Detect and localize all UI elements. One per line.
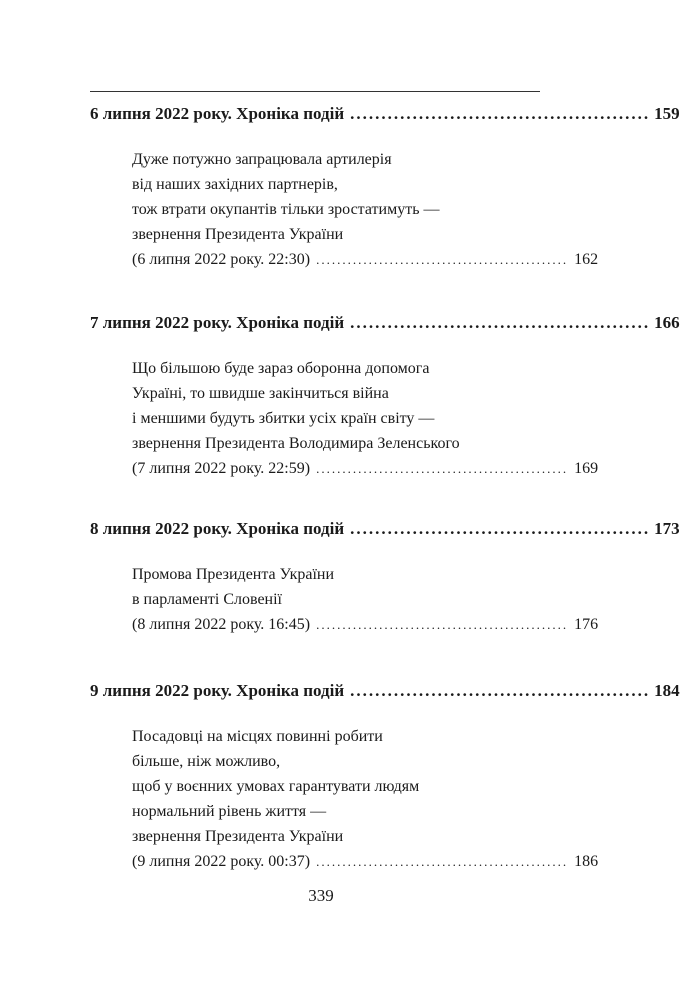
toc-heading xyxy=(90,518,680,540)
toc-heading-page: 166 xyxy=(654,313,680,332)
top-rule xyxy=(90,91,540,92)
toc-heading-title: 7 липня 2022 року. Хроніка подій xyxy=(90,313,345,332)
toc-entry-date: (9 липня 2022 року. 00:37) xyxy=(132,853,311,870)
toc-entry-page: 162 xyxy=(574,251,599,268)
toc-entry xyxy=(132,147,599,272)
toc-entry-line: звернення Президента України xyxy=(132,828,344,845)
toc-entry-line: Дуже потужно запрацювала артилерія xyxy=(132,151,392,168)
toc-heading-title: 9 липня 2022 року. Хроніка подій xyxy=(90,681,345,700)
toc-entry-line: звернення Президента Володимира Зеленського xyxy=(132,435,460,452)
toc-entry-last-line xyxy=(132,456,599,481)
toc-heading-page: 184 xyxy=(654,681,680,700)
toc-heading xyxy=(90,680,680,702)
toc-entry xyxy=(132,562,599,637)
toc-entry-line: в парламенті Словенії xyxy=(132,591,282,608)
toc-heading-title: 6 липня 2022 року. Хроніка подій xyxy=(90,104,345,123)
toc-entry-page: 176 xyxy=(574,616,599,633)
toc-entry-date: (7 липня 2022 року. 22:59) xyxy=(132,460,311,477)
toc-entry-date: (8 липня 2022 року. 16:45) xyxy=(132,616,311,633)
leader-dots: ................................................ xyxy=(316,854,569,869)
toc-heading xyxy=(90,312,680,334)
toc-entry-line: щоб у воєнних умовах гарантувати людям xyxy=(132,778,420,795)
toc-heading-page: 173 xyxy=(654,519,680,538)
leader-dots: ................................................ xyxy=(316,252,569,267)
toc-entry-line: тож втрати окупантів тільки зростатимуть — xyxy=(132,201,440,218)
toc-entry-last-line xyxy=(132,612,599,637)
toc-entry-line: Посадовці на місцях повинні робити xyxy=(132,728,383,745)
toc-section xyxy=(90,312,680,481)
toc-entry-line: Промова Президента України xyxy=(132,566,335,583)
toc-entry-page: 186 xyxy=(574,853,599,870)
page-number: 339 xyxy=(308,886,334,905)
toc-entry-line: Що більшою буде зараз оборонна допомога xyxy=(132,360,430,377)
leader-dots: ................................................ xyxy=(350,313,651,332)
toc-section xyxy=(90,680,680,874)
leader-dots: ................................................ xyxy=(350,519,651,538)
toc-entry xyxy=(132,356,599,481)
toc-entry-date: (6 липня 2022 року. 22:30) xyxy=(132,251,311,268)
leader-dots: ................................................ xyxy=(316,461,569,476)
toc-entry-line: Україні, то швидше закінчиться війна xyxy=(132,385,389,402)
leader-dots: ................................................ xyxy=(350,104,651,123)
toc-entry-line: нормальний рівень життя — xyxy=(132,803,327,820)
toc-entry-line: звернення Президента України xyxy=(132,226,344,243)
toc-heading-page: 159 xyxy=(654,104,680,123)
toc-section xyxy=(90,103,680,272)
toc-heading xyxy=(90,103,680,125)
toc-heading-title: 8 липня 2022 року. Хроніка подій xyxy=(90,519,345,538)
toc-entry-page: 169 xyxy=(574,460,599,477)
toc-entry-last-line xyxy=(132,849,599,874)
toc-entry-last-line xyxy=(132,247,599,272)
toc-entry-line: від наших західних партнерів, xyxy=(132,176,338,193)
toc-section xyxy=(90,518,680,637)
leader-dots: ................................................ xyxy=(316,617,569,632)
toc-entry-line: і меншими будуть збитки усіх країн світу — xyxy=(132,410,435,427)
toc-entry-line: більше, ніж можливо, xyxy=(132,753,281,770)
leader-dots: ................................................ xyxy=(350,681,651,700)
toc-entry xyxy=(132,724,599,874)
